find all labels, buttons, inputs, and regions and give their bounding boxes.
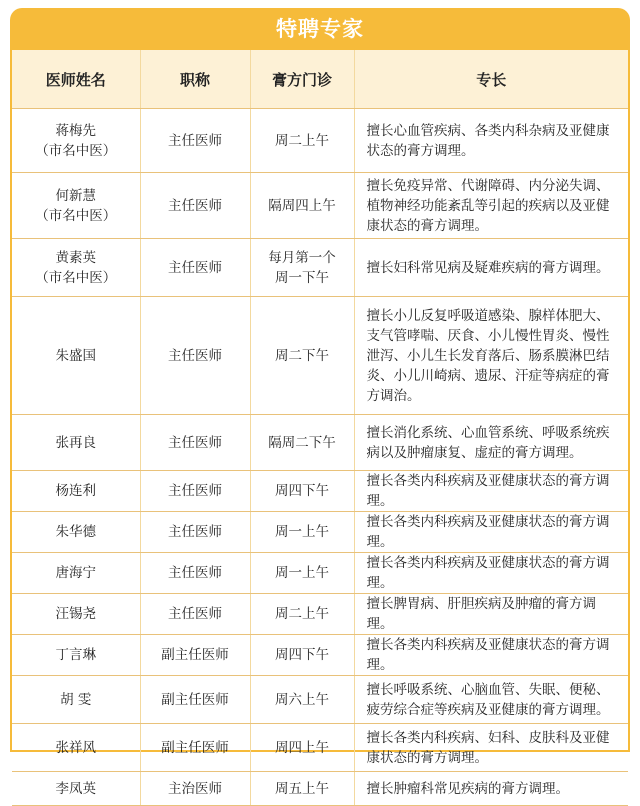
doctor-name-cell: [12, 109, 140, 173]
doctor-name: 何新慧: [55, 187, 96, 204]
clinic-time-cell: [250, 415, 354, 471]
doctor-rank: 主任医师: [140, 471, 250, 512]
header-row: [12, 50, 628, 109]
clinic-time: 周一上午: [275, 524, 329, 540]
doctor-name: 朱盛国: [55, 347, 96, 364]
table-row: [12, 512, 628, 553]
header-rank: 职称: [140, 50, 250, 109]
clinic-time-cell: [250, 724, 354, 772]
specialty: 擅长肿瘤科常见疾病的膏方调理。: [354, 772, 628, 806]
clinic-time-cell: [250, 297, 354, 415]
expert-table: [12, 50, 628, 806]
doctor-name-cell: [12, 239, 140, 297]
specialty: 擅长消化系统、心血管系统、呼吸系统疾病以及肿瘤康复、虚症的膏方调理。: [354, 415, 628, 471]
doctor-name-cell: [12, 724, 140, 772]
table-row: [12, 772, 628, 806]
doctor-title-note: （市名中医）: [35, 269, 117, 286]
title-banner: [10, 8, 630, 48]
header-clinic: 膏方门诊: [250, 50, 354, 109]
clinic-time: 周二上午: [275, 606, 329, 622]
page-title: 特聘专家: [276, 17, 364, 41]
doctor-rank: 主任医师: [140, 594, 250, 635]
specialty: 擅长各类内科疾病及亚健康状态的膏方调理。: [354, 635, 628, 676]
doctor-rank: 主治医师: [140, 772, 250, 806]
specialty: 擅长各类内科疾病及亚健康状态的膏方调理。: [354, 471, 628, 512]
specialty: 擅长免疫异常、代谢障碍、内分泌失调、植物神经功能紊乱等引起的疾病以及亚健康状态的膏方调理。: [354, 173, 628, 239]
specialty: 擅长各类内科疾病及亚健康状态的膏方调理。: [354, 512, 628, 553]
doctor-name-cell: [12, 471, 140, 512]
doctor-name-cell: [12, 594, 140, 635]
doctor-rank: 主任医师: [140, 512, 250, 553]
clinic-time: 周四上午: [275, 739, 329, 756]
doctor-rank: 主任医师: [140, 239, 250, 297]
clinic-time-cell: [250, 173, 354, 239]
clinic-time-line2: 周一下午: [275, 269, 329, 286]
clinic-time: 隔周二下午: [268, 434, 336, 451]
specialty: 擅长各类内科疾病、妇科、皮肤科及亚健康状态的膏方调理。: [354, 724, 628, 772]
header-name: 医师姓名: [12, 50, 140, 109]
clinic-time-cell: [250, 635, 354, 676]
specialty: 擅长脾胃病、肝胆疾病及肿瘤的膏方调理。: [354, 594, 628, 635]
table-row: [12, 676, 628, 724]
header-specialty: 专长: [354, 50, 628, 109]
doctor-name: 唐海宁: [55, 565, 96, 581]
doctor-rank: 主任医师: [140, 553, 250, 594]
doctor-name: 丁言琳: [55, 647, 96, 663]
table-row: [12, 239, 628, 297]
clinic-time-cell: [250, 471, 354, 512]
doctor-name: 黄素英: [55, 249, 96, 266]
clinic-time: 周六上午: [275, 691, 329, 708]
clinic-time-cell: [250, 594, 354, 635]
clinic-time: 周四下午: [275, 647, 329, 663]
clinic-time: 隔周四上午: [268, 197, 336, 214]
doctor-name-cell: [12, 173, 140, 239]
doctor-name-cell: [12, 772, 140, 806]
table-row: [12, 553, 628, 594]
doctor-name-cell: [12, 676, 140, 724]
clinic-time-cell: [250, 676, 354, 724]
doctor-name: 汪锡尧: [55, 606, 96, 622]
table-row: [12, 415, 628, 471]
doctor-name: 胡 雯: [60, 691, 92, 708]
table-row: [12, 594, 628, 635]
table-row: [12, 471, 628, 512]
doctor-name: 张祥风: [55, 739, 96, 756]
specialty: 擅长心血管疾病、各类内科杂病及亚健康状态的膏方调理。: [354, 109, 628, 173]
doctor-rank: 主任医师: [140, 415, 250, 471]
clinic-time: 每月第一个: [268, 249, 336, 266]
table-row: [12, 635, 628, 676]
table-row: [12, 724, 628, 772]
specialty: 擅长各类内科疾病及亚健康状态的膏方调理。: [354, 553, 628, 594]
clinic-time-cell: [250, 553, 354, 594]
clinic-time: 周二上午: [275, 132, 329, 149]
doctor-rank: 主任医师: [140, 109, 250, 173]
doctor-name-cell: [12, 415, 140, 471]
doctor-name: 杨连利: [55, 483, 96, 499]
clinic-time: 周二下午: [275, 347, 329, 364]
doctor-rank: 主任医师: [140, 173, 250, 239]
expert-table-frame: [10, 48, 630, 797]
doctor-name: 蒋梅先: [55, 122, 96, 139]
doctor-rank: 副主任医师: [140, 635, 250, 676]
table-body: [12, 109, 628, 806]
clinic-time: 周一上午: [275, 565, 329, 581]
table-row: [12, 297, 628, 415]
specialty: 擅长小儿反复呼吸道感染、腺样体肥大、支气管哮喘、厌食、小儿慢性胃炎、慢性泄泻、小儿生长发育落后、肠系膜淋巴结炎、小儿川崎病、遗尿、汗症等病症的膏方调治。: [354, 297, 628, 415]
clinic-time-cell: [250, 772, 354, 806]
doctor-rank: 副主任医师: [140, 676, 250, 724]
clinic-time: 周五上午: [275, 780, 329, 797]
clinic-time: 周四下午: [275, 483, 329, 499]
doctor-name-cell: [12, 512, 140, 553]
doctor-title-note: （市名中医）: [35, 207, 117, 224]
doctor-name-cell: [12, 297, 140, 415]
clinic-time-cell: [250, 239, 354, 297]
clinic-time-cell: [250, 512, 354, 553]
doctor-rank: 副主任医师: [140, 724, 250, 772]
clinic-time-cell: [250, 109, 354, 173]
doctor-name-cell: [12, 635, 140, 676]
doctor-name-cell: [12, 553, 140, 594]
table-row: [12, 173, 628, 239]
doctor-name: 张再良: [55, 434, 96, 451]
doctor-rank: 主任医师: [140, 297, 250, 415]
specialty: 擅长妇科常见病及疑难疾病的膏方调理。: [354, 239, 628, 297]
doctor-title-note: （市名中医）: [35, 142, 117, 159]
doctor-name: 李凤英: [55, 780, 96, 797]
table-row: [12, 109, 628, 173]
specialty: 擅长呼吸系统、心脑血管、失眠、便秘、疲劳综合症等疾病及亚健康的膏方调理。: [354, 676, 628, 724]
doctor-name: 朱华德: [55, 524, 96, 540]
